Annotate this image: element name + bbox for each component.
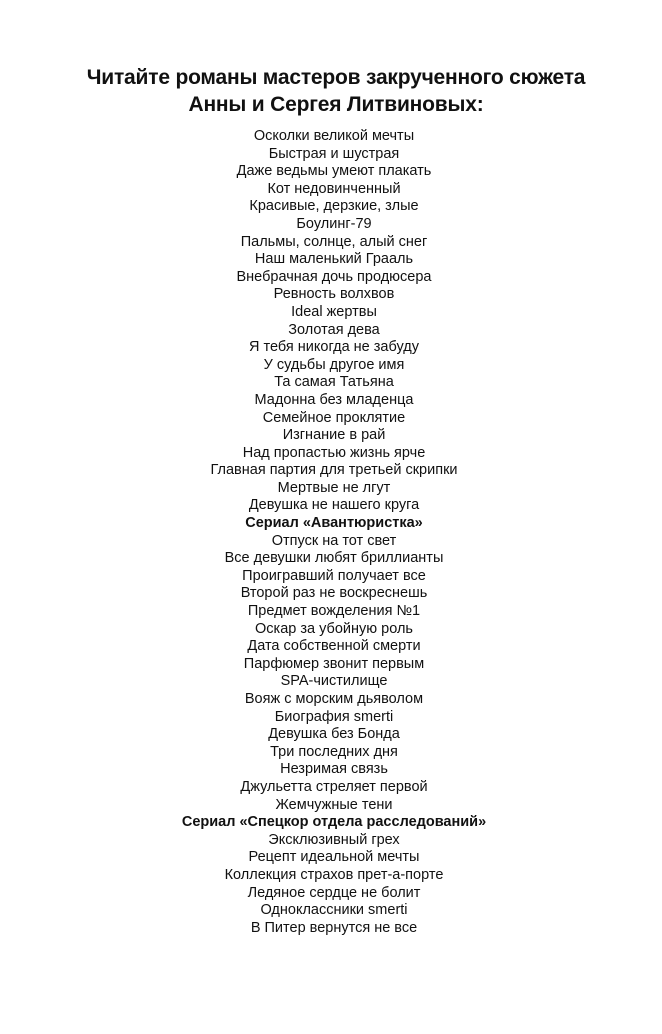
book-title: Ревность волхвов: [273, 286, 395, 303]
series-heading: Сериал «Авантюристка»: [245, 515, 423, 532]
book-title: Оскар за убойную роль: [255, 620, 413, 637]
book-title: Боулинг-79: [296, 215, 372, 232]
book-title: Внебрачная дочь продюсера: [236, 268, 432, 285]
heading-line-2: Анны и Сергея Литвиновых:: [188, 93, 484, 116]
book-title: Я тебя никогда не забуду: [249, 339, 419, 356]
book-title: Джульетта стреляет первой: [240, 778, 428, 795]
book-title: Над пропастью жизнь ярче: [242, 444, 426, 461]
book-title: Изгнание в рай: [282, 427, 386, 444]
book-title: Пальмы, солнце, алый снег: [240, 233, 428, 250]
book-title: У судьбы другое имя: [263, 356, 405, 373]
book-title: Красивые, дерзкие, злые: [249, 198, 419, 215]
book-title: Ледяное сердце не болит: [247, 884, 421, 901]
series-heading: Сериал «Спецкор отдела расследований»: [181, 814, 487, 831]
book-title: Отпуск на тот свет: [271, 532, 397, 549]
book-title: Парфюмер звонит первым: [243, 655, 425, 672]
book-title: Рецепт идеальной мечты: [248, 849, 420, 866]
book-title: Три последних дня: [270, 743, 398, 760]
book-title: Осколки великой мечты: [253, 128, 415, 144]
book-title: Быстрая и шустрая: [268, 145, 400, 162]
book-title: Мертвые не лгут: [277, 479, 391, 496]
book-title: Девушка не нашего круга: [248, 497, 420, 514]
book-title: Второй раз не воскреснешь: [240, 585, 428, 602]
book-title: Даже ведьмы умеют плакать: [236, 163, 432, 180]
book-title: Эксклюзивный грех: [268, 831, 400, 848]
book-title: Биография smerti: [274, 708, 394, 725]
book-title: Девушка без Бонда: [268, 726, 400, 743]
book-title: Семейное проклятие: [262, 409, 406, 426]
book-title: Незримая связь: [280, 761, 388, 778]
book-title: Главная партия для третьей скрипки: [210, 462, 458, 479]
book-list: [0, 128, 662, 937]
book-title: В Питер вернутся не все: [250, 919, 418, 936]
book-title: Ideal жертвы: [291, 303, 377, 320]
book-title: Коллекция страхов прет-а-порте: [224, 866, 444, 883]
book-title: Золотая дева: [288, 321, 380, 338]
book-title: Мадонна без младенца: [254, 391, 414, 408]
book-title: Одноклассники smerti: [260, 902, 408, 919]
book-title: Проигравший получает все: [242, 567, 426, 584]
page-heading: [0, 64, 662, 118]
heading-line-1: Читайте романы мастеров закрученного сюжета: [86, 66, 586, 89]
book-title: Дата собственной смерти: [247, 638, 421, 655]
book-title: Вояж с морским дьяволом: [244, 691, 424, 707]
book-title: Кот недовинченный: [267, 180, 401, 197]
book-title: Предмет вожделения №1: [247, 603, 421, 620]
book-title: SPA-чистилище: [280, 673, 388, 690]
book-title: Та самая Татьяна: [274, 374, 394, 391]
book-title: Наш маленький Грааль: [254, 251, 414, 268]
book-title: Жемчужные тени: [275, 796, 393, 813]
book-title: Все девушки любят бриллианты: [224, 550, 444, 567]
